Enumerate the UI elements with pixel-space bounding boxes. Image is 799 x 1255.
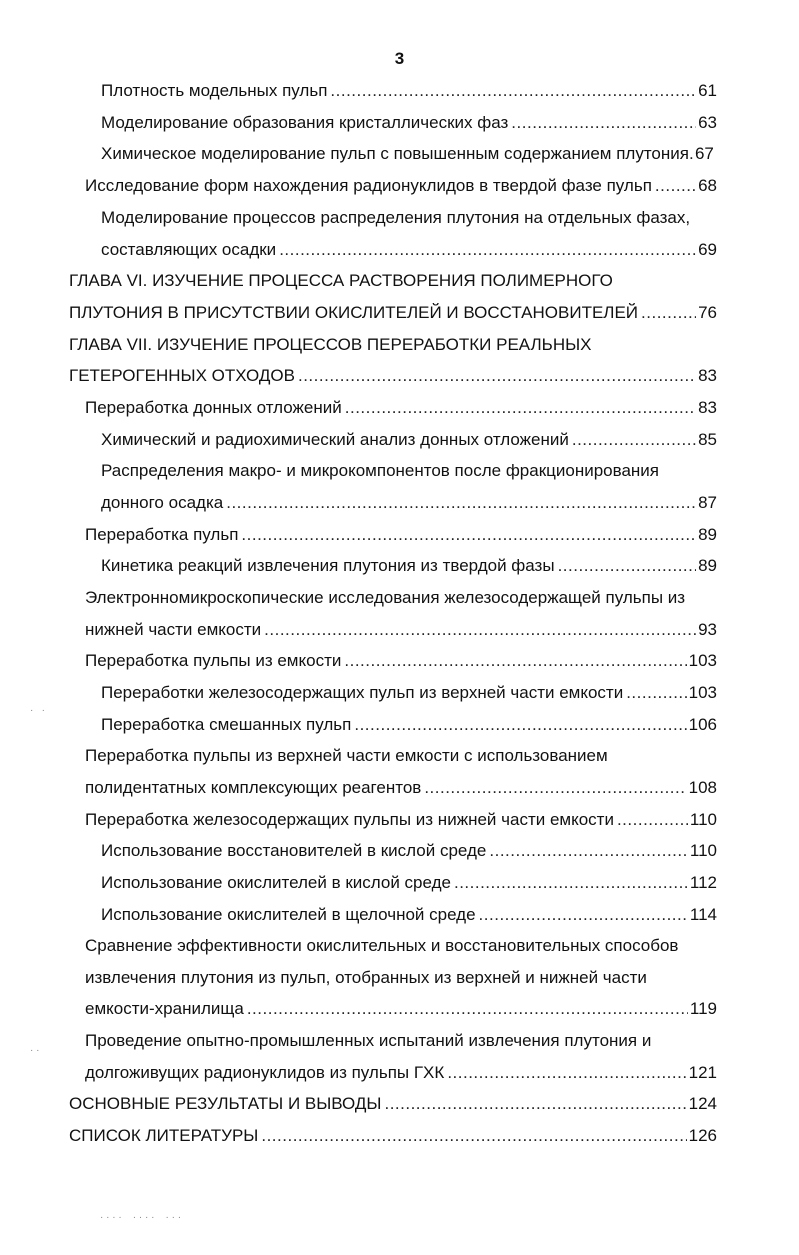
toc-entry-title: ПЛУТОНИЯ В ПРИСУТСТВИИ ОКИСЛИТЕЛЕЙ И ВОССТАНОВИТЕЛЕЙ [69,303,639,322]
dot-leader [572,427,696,453]
toc-entry-page: 87 [698,493,717,512]
toc-chapter-heading [69,1091,717,1117]
dot-leader [344,648,686,674]
toc-entry-title: ГЕТЕРОГЕННЫХ ОТХОДОВ [69,366,295,385]
toc-entry [101,458,717,484]
toc-entry [101,427,717,453]
toc-entry-page: 110 [689,841,717,860]
dot-leader [354,712,686,738]
dot-leader [447,1060,686,1086]
toc-entry-page: 114 [689,905,717,924]
dot-leader [641,300,696,326]
toc-entry-title: Исследование форм нахождения радионуклидов в твердой фазе пульп [85,176,652,195]
toc-entry [85,395,717,421]
toc-entry [101,205,717,231]
toc-entry-page: 121 [688,1063,717,1082]
toc-entry-page: 69 [698,240,717,259]
toc-entry-title: Моделирование образования кристаллических фаз [101,113,509,132]
toc-entry-title: Использование восстановителей в кислой среде [101,841,487,860]
toc-entry [85,617,717,643]
toc-entry-page: 83 [698,398,717,417]
toc-entry [101,902,717,928]
toc-entry-title: донного осадка [101,493,224,512]
toc-entry-page: 76 [698,303,717,322]
page-number: 3 [394,49,405,68]
toc-entry [85,965,717,991]
toc-entry-page: 106 [688,715,717,734]
dot-leader [261,1123,686,1149]
dot-leader [241,522,696,548]
dot-leader [384,1091,686,1117]
toc-entry-title: Использование окислителей в щелочной среде [101,905,476,924]
toc-entry-title: Распределения макро- и микрокомпонентов после фракционирования [101,461,660,480]
toc-entry-title: Переработки железосодержащих пульп из верхней части емкости [101,683,624,702]
dot-leader [264,617,696,643]
toc-entry-page: 119 [689,999,717,1018]
toc-entry [85,933,717,959]
toc-entry-title: СПИСОК ЛИТЕРАТУРЫ [69,1126,259,1145]
toc-entry [101,78,717,104]
toc-entry-title: ОСНОВНЫЕ РЕЗУЛЬТАТЫ И ВЫВОДЫ [69,1094,382,1113]
toc-entry-title: Химическое моделирование пульп с повышенным содержанием плутония [101,144,689,163]
toc-entry-title: емкости-хранилища [85,999,244,1018]
dot-leader [424,775,686,801]
toc-entry-title: Переработка донных отложений [85,398,342,417]
dot-leader [617,807,688,833]
toc-entry-page: 61 [698,81,717,100]
toc-chapter-heading [69,268,717,294]
toc-entry-title: полидентатных комплексующих реагентов [85,778,422,797]
toc-entry-title: ГЛАВА VI. ИЗУЧЕНИЕ ПРОЦЕССА РАСТВОРЕНИЯ ПОЛИМЕРНОГО [69,271,613,290]
toc-entry-title: Химический и радиохимический анализ донных отложений [101,430,569,449]
toc-entry [85,775,717,801]
toc-entry-title: ГЛАВА VII. ИЗУЧЕНИЕ ПРОЦЕССОВ ПЕРЕРАБОТКИ РЕАЛЬНЫХ [69,335,592,354]
toc-entry-title: Проведение опытно-промышленных испытаний извлечения плутония и [85,1031,652,1050]
toc-entry-title: нижней части емкости [85,620,262,639]
toc-entry [101,838,717,864]
toc-entry [101,712,717,738]
toc-entry [101,141,717,167]
dot-leader [479,902,688,928]
toc-entry [85,996,717,1022]
toc-entry-title: Моделирование процессов распределения плутония на отдельных фазах, [101,208,691,227]
toc-entry-page: 67 [694,144,714,163]
toc-entry [85,585,717,611]
toc-entry [85,807,717,833]
dot-leader [298,363,696,389]
toc-entry [101,553,717,579]
toc-entry-page: 83 [698,366,717,385]
toc-entry [85,522,717,548]
toc-entry-page: 63 [698,113,717,132]
toc-entry-title: Сравнение эффективности окислительных и восстановительных способов [85,936,679,955]
toc-entry-title: извлечения плутония из пульп, отобранных из верхней и нижней части [85,968,647,987]
toc-entry-title: Использование окислителей в кислой среде [101,873,451,892]
toc-entry [101,680,717,706]
toc-entry [85,1028,717,1054]
toc-entry [85,173,717,199]
toc-entry-title: Переработка железосодержащих пульпы из нижней части емкости [85,810,614,829]
toc-entry [101,237,717,263]
toc-entry [85,648,717,674]
dot-leader [279,237,696,263]
dot-leader [330,78,696,104]
toc-entry-page: 103 [688,651,717,670]
toc-entry-page: 126 [688,1126,717,1145]
toc-entry-page: 89 [698,556,717,575]
toc-entry-page: 103 [688,683,717,702]
toc-entry-title: Электронномикроскопические исследования железосодержащей пульпы из [85,588,686,607]
dot-leader [226,490,696,516]
toc-entry-title: Кинетика реакций извлечения плутония из твердой фазы [101,556,555,575]
toc-entry-title: Переработка пульпы из верхней части емкости с использованием [85,746,608,765]
toc-entry-title: составляющих осадки [101,240,277,259]
toc-entry-page: 89 [698,525,717,544]
toc-chapter-heading [69,332,717,358]
toc-entry [101,490,717,516]
toc-entry [101,110,717,136]
dot-leader [655,173,696,199]
toc-entry-page: 85 [698,430,717,449]
toc-entry-page: 108 [688,778,717,797]
dot-leader [454,870,688,896]
scan-artifact: · · [30,1045,40,1056]
toc-entry-title: долгоживущих радионуклидов из пульпы ГХК [85,1063,445,1082]
toc-entry-page: 93 [698,620,717,639]
dot-leader [626,680,686,706]
dot-leader [345,395,696,421]
dot-leader [558,553,697,579]
toc-entry-page: 112 [689,873,717,892]
dot-leader [511,110,696,136]
toc-entry [85,743,717,769]
toc-entry-title: Переработка смешанных пульп [101,715,352,734]
dot-leader [489,838,688,864]
toc-entry-page: 110 [689,810,717,829]
toc-entry-page: 124 [688,1094,717,1113]
scan-artifact: · · [30,705,45,716]
toc-entry-title: Переработка пульп [85,525,239,544]
toc-entry [85,1060,717,1086]
toc-entry-title: Переработка пульпы из емкости [85,651,342,670]
toc-entry-page: 68 [698,176,717,195]
dot-leader [247,996,688,1022]
toc-chapter-heading [69,300,717,326]
scan-artifact: · · · · · · · · · · · [100,1212,182,1223]
toc-entry [101,870,717,896]
toc-chapter-heading [69,1123,717,1149]
toc-entry-title: Плотность модельных пульп [101,81,328,100]
toc-chapter-heading [69,363,717,389]
